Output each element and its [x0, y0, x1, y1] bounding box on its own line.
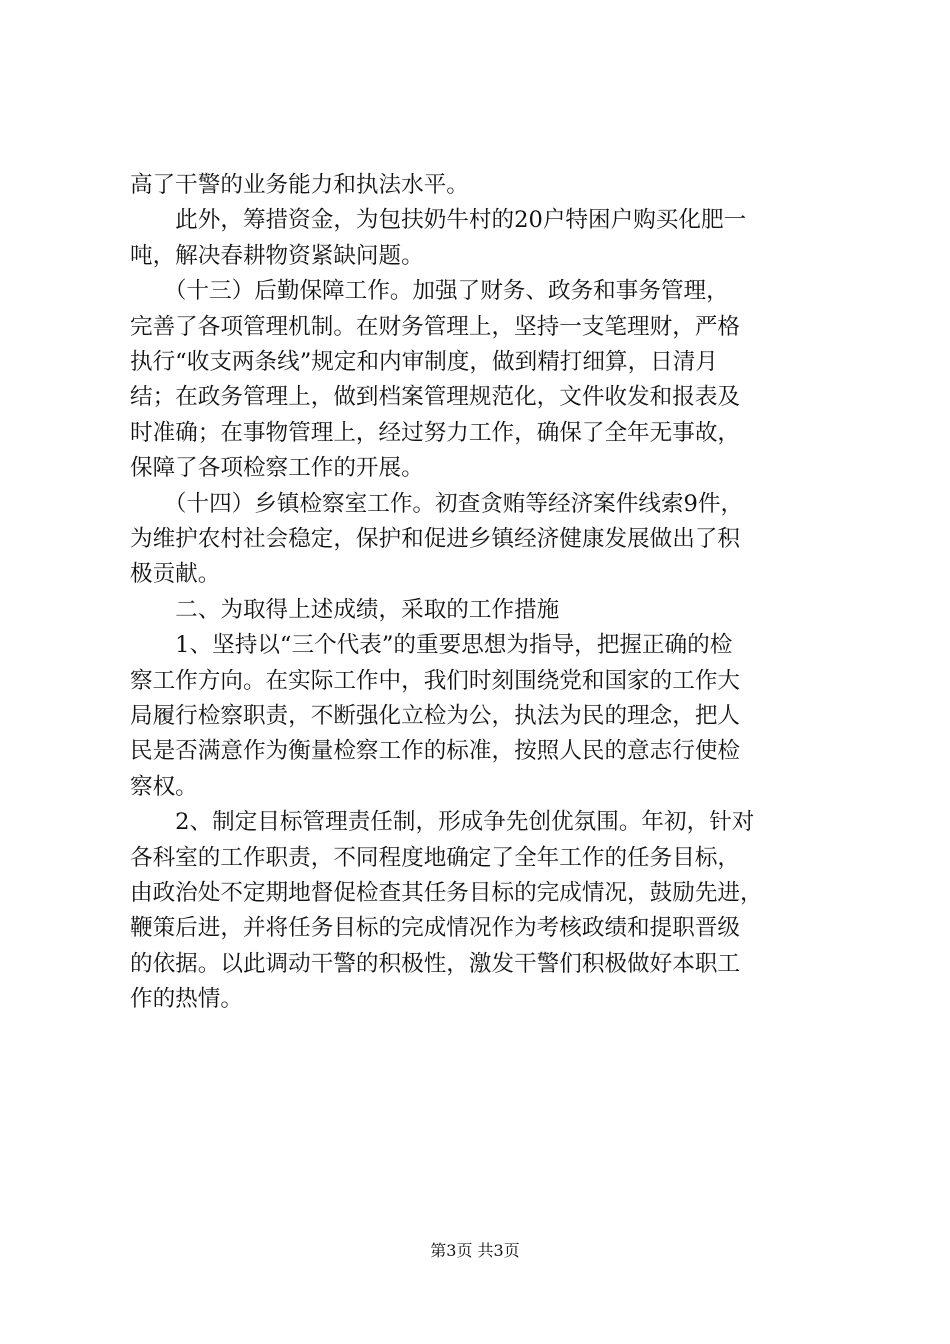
- text-line: 时准确；在事物管理上，经过努力工作，确保了全年无事故，: [130, 419, 741, 446]
- text-line: （十四）乡镇检察室工作。初查贪贿等经济案件线索9件，: [130, 490, 744, 517]
- text-line: 察工作方向。在实际工作中，我们时刻围绕党和国家的工作大: [130, 667, 741, 694]
- section-heading: 二、为取得上述成绩，采取的工作措施: [130, 596, 560, 623]
- text-line: 的依据。以此调动干警的积极性，激发干警们积极做好本职工: [130, 950, 741, 977]
- text-line: 极贡献。: [130, 561, 221, 588]
- text-line: 鞭策后进，并将任务目标的完成情况作为考核政绩和提职晋级: [130, 915, 741, 942]
- text-line: 由政治处不定期地督促检查其任务目标的完成情况，鼓励先进，: [130, 880, 763, 906]
- text-line: 各科室的工作职责，不同程度地确定了全年工作的任务目标，: [130, 844, 741, 871]
- text-line: 此外，筹措资金，为包扶奶牛村的20户特困户购买化肥一: [130, 207, 747, 234]
- text-line: 执行“收支两条线”规定和内审制度，做到精打细算，日清月: [130, 349, 718, 375]
- text-line: 完善了各项管理机制。在财务管理上，坚持一支笔理财，严格: [130, 313, 741, 340]
- text-line: 高了干警的业务能力和执法水平。: [130, 172, 469, 198]
- text-line: 1、坚持以“三个代表”的重要思想为指导，把握正确的检: [130, 632, 733, 659]
- text-line: 局履行检察职责，不断强化立检为公，执法为民的理念，把人: [130, 703, 741, 729]
- text-line: 结；在政务管理上，做到档案管理规范化，文件收发和报表及: [130, 384, 741, 411]
- text-line: 保障了各项检察工作的开展。: [130, 455, 424, 482]
- text-line: 为维护农村社会稳定，保护和促进乡镇经济健康发展做出了积: [130, 526, 741, 552]
- text-line: （十三）后勤保障工作。加强了财务、政务和事务管理，: [130, 278, 729, 305]
- text-line: 民是否满意作为衡量检察工作的标准，按照人民的意志行使检: [130, 738, 741, 765]
- text-line: 作的热情。: [130, 986, 243, 1013]
- text-line: 察权。: [130, 773, 198, 800]
- page-number: 第3页 共3页: [430, 1241, 520, 1260]
- text-line: 吨，解决春耕物资紧缺问题。: [130, 242, 424, 269]
- text-line: 2、制定目标管理责任制，形成争先创优氛围。年初，针对: [130, 809, 755, 836]
